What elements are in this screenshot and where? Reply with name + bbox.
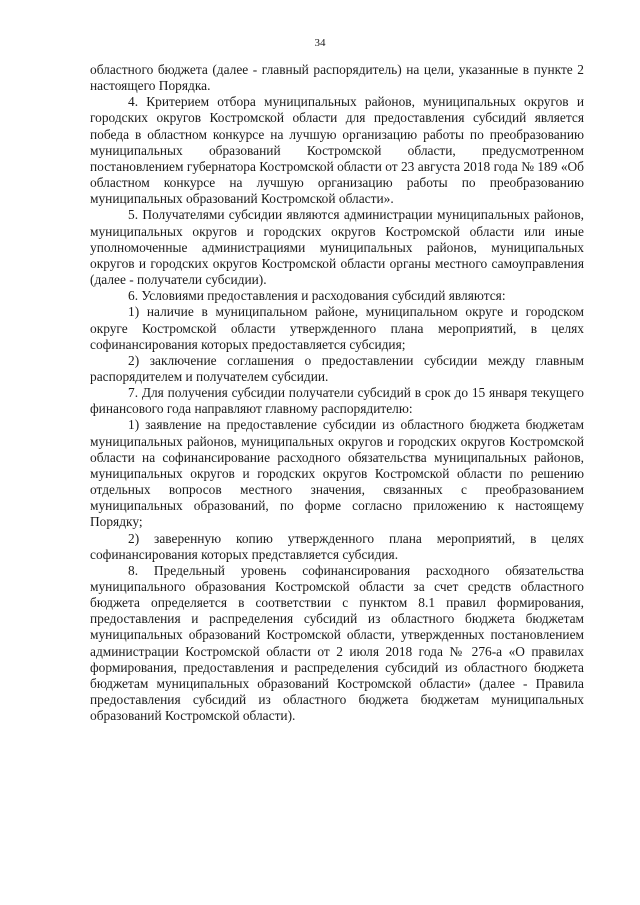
paragraph-item-8: 8. Предельный уровень софинансирования расходного обязательства муниципального образования Костромской области за счет средств областного бюджета определяется в соответствии с пунктом 8.1 правил формирования, предоставления и распределения субсидий из областного бюджета бюджетам муниципальных образований Костромской области, утвержденных постановлением администрации Костромской области от 2 июля 2018 года № 276-а «О правилах формирования, предоставления и распределения субсидий из областного бюджета бюджетам муниципальных образований Костромской области» (далее - Правила предоставления субсидий из областного бюджета бюджетам муниципальных образований Костромской области). — [90, 562, 584, 724]
document-body — [90, 62, 584, 724]
paragraph-item-5: 5. Получателями субсидии являются администрации муниципальных районов, муниципальных округов и городских округов Костромской области или иные уполномоченные администрациями муниципальных районов, муниципальных округов и городских округов Костромской области органы местного самоуправления (далее - получатели субсидии). — [90, 207, 584, 288]
paragraph-item-7-1: 1) заявление на предоставление субсидии из областного бюджета бюджетам муниципальных районов, муниципальных округов и городских округов Костромской области на софинансирование расходного обязательства муниципальных районов, муниципальных округов и городских округов Костромской области по решению отдельных вопросов местного значения, связанных с преобразованием муниципальных образований, по форме согласно приложению к настоящему Порядку; — [90, 417, 584, 530]
paragraph-item-7-2: 2) заверенную копию утвержденного плана мероприятий, в целях софинансирования которых представляется субсидия. — [90, 530, 584, 562]
paragraph-item-6: 6. Условиями предоставления и расходования субсидий являются: — [128, 288, 506, 304]
paragraph-item-6-2: 2) заключение соглашения о предоставлении субсидии между главным распорядителем и получателем субсидии. — [90, 352, 584, 384]
paragraph-item-7: 7. Для получения субсидии получатели субсидий в срок до 15 января текущего финансового года направляют главному распорядителю: — [90, 385, 584, 417]
page-number: 34 — [314, 37, 326, 49]
paragraph-item-4: 4. Критерием отбора муниципальных районов, муниципальных округов и городских округов Костромской области для предоставления субсидий является победа в областном конкурсе на лучшую организацию работы по преобразованию муниципальных образований Костромской области, предусмотренном постановлением губернатора Костромской области от 23 августа 2018 года № 189 «Об областном конкурсе на лучшую организацию работы по преобразованию муниципальных образований Костромской области». — [90, 94, 584, 207]
paragraph-item-6-1: 1) наличие в муниципальном районе, муниципальном округе и городском округе Костромской области утвержденного плана мероприятий, в целях софинансирования которых предоставляется субсидия; — [90, 304, 584, 352]
paragraph-continuation: областного бюджета (далее - главный распорядитель) на цели, указанные в пункте 2 настоящего Порядка. — [90, 62, 584, 94]
